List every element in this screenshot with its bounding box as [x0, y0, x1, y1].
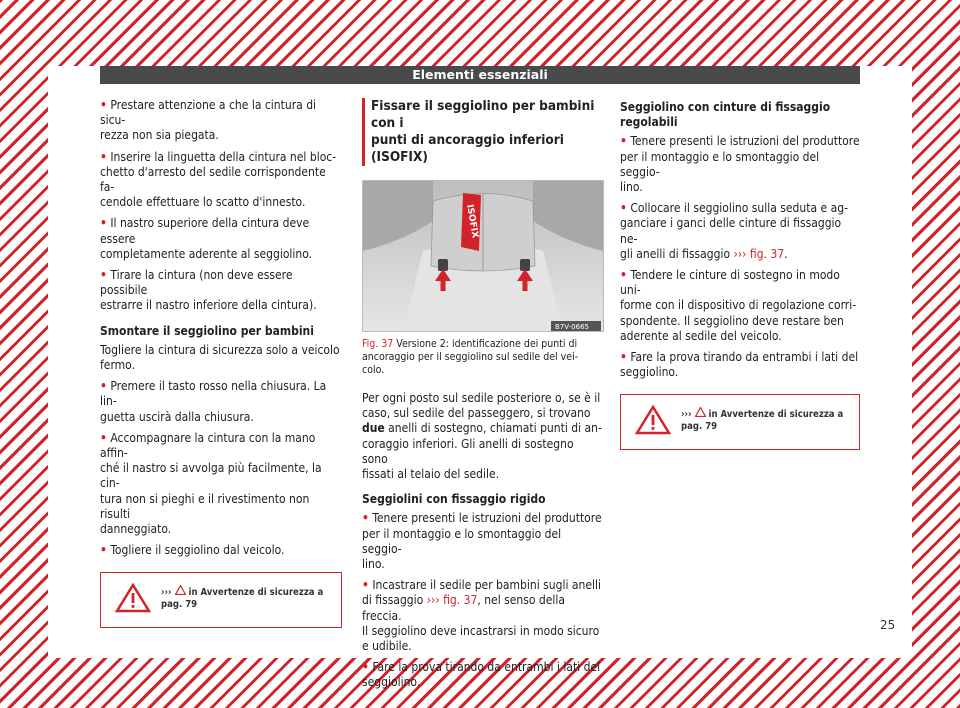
bullet-text: Collocare il seggiolino sulla seduta e ag- ganciare i ganci delle cinture di fissaggio ne- gli anelli di fissaggio	[620, 201, 848, 261]
bullet-text: Tenere presenti le istruzioni del produttore per il montaggio e lo smontaggio del seggio- lino.	[620, 134, 860, 195]
bullet-text: Togliere il seggiolino dal veicolo.	[110, 543, 285, 558]
bullet-dot: •	[620, 350, 627, 365]
warning-line2: pag. 79	[681, 421, 718, 433]
warning-arrows: ›››	[161, 587, 172, 599]
bullet-text: , nel senso della freccia. Il seggiolino deve incastrarsi in modo sicuro e udibile.	[362, 593, 600, 654]
bullet-list-bottom	[100, 379, 342, 558]
intro-paragraph: Togliere la cintura di sicurezza solo a veicolo fermo.	[100, 342, 340, 373]
para-anchors-a: Per ogni posto sul sedile posteriore o, se è il caso, sul sedile del passeggero, si trovano	[362, 391, 601, 421]
caption-text: Versione 2: identificazione dei punti di ancoraggio per il seggiolino sul sedile del vei- colo.	[362, 338, 579, 376]
bullet-text: Premere il tasto rosso nella chiusura. La lin- guetta uscirà dalla chiusura.	[100, 379, 327, 424]
bullet-item	[100, 379, 342, 425]
bullet-text: Accompagnare la cintura con la mano affin- ché il nastro si avvolga più facilmente, la cin- tura non si pieghi e il rivestimento non risulti danneggiato.	[100, 430, 322, 537]
bullet-dot: •	[620, 134, 627, 149]
fig-37-link[interactable]: ››› fig. 37	[426, 593, 478, 608]
figure-code: B7V-0665	[555, 323, 589, 331]
warning-line1: in Avvertenze di sicurezza a	[705, 409, 844, 421]
warning-reference[interactable]	[161, 585, 323, 611]
warning-arrows: ›››	[681, 409, 692, 421]
figure-isofix-photo	[362, 180, 604, 332]
caption-figure-number: Fig. 37	[362, 338, 394, 350]
column-left	[100, 98, 342, 628]
bullet-dot: •	[620, 201, 627, 216]
isofix-tag-label: ISOFIX	[464, 203, 480, 239]
bullet-dot: •	[100, 268, 107, 283]
figure-caption	[362, 338, 602, 377]
bullet-rigid-1	[362, 511, 602, 572]
bullet-text: Tenere presenti le istruzioni del produttore per il montaggio e lo smontaggio del seggio- lino.	[362, 511, 602, 572]
bullet-dot: •	[362, 511, 369, 526]
warning-triangle-icon	[115, 583, 151, 613]
bullet-rigid-2	[362, 578, 602, 654]
column-middle	[362, 98, 602, 697]
bullet-text: Fare la prova tirando da entrambi i lati del seggiolino.	[620, 350, 859, 380]
bullet-text: Tendere le cinture di sostegno in modo uni- forme con il dispositivo di regolazione corri- spondente. Il seggiolino deve restare ben aderente al sedile del veicolo.	[620, 268, 857, 343]
subhead-adjustable: Seggiolino con cinture di fissaggio regolabili	[620, 100, 831, 130]
bullet-adj-4	[620, 350, 860, 380]
warning-reference[interactable]	[681, 407, 843, 433]
page-header: Elementi essenziali	[100, 66, 860, 84]
bullet-item	[100, 98, 342, 144]
bullet-text: Il nastro superiore della cintura deve essere completamente aderente al seggiolino.	[100, 216, 313, 261]
bullet-dot: •	[100, 430, 107, 445]
bullet-adj-3	[620, 268, 860, 344]
bullet-item	[100, 543, 342, 558]
bullet-dot: •	[100, 216, 107, 231]
page-number: 25	[880, 618, 896, 632]
bullet-adj-2	[620, 201, 860, 262]
bullet-dot: •	[100, 98, 107, 112]
para-anchors	[362, 391, 602, 482]
bullet-rigid-3	[362, 660, 602, 690]
para-anchors-b: anelli di sostegno, chiamati punti di an- coraggio inferiori. Gli anelli di sostegno sono fissati al telaio del sedile.	[362, 421, 602, 482]
warning-box	[620, 394, 860, 450]
section-title: Fissare il seggiolino per bambini con i punti di ancoraggio inferiori (ISOFIX)	[362, 98, 602, 166]
bullet-text: Incastrare il sedile per bambini sugli anelli di fissaggio	[362, 578, 602, 608]
bullet-dot: •	[362, 660, 369, 675]
bullet-text: Tirare la cintura (non deve essere possibile estrarre il nastro inferiore della cintura).	[100, 268, 317, 313]
bullet-adj-1	[620, 134, 860, 195]
column-right	[620, 100, 860, 450]
fig-37-link[interactable]: ››› fig. 37	[733, 246, 785, 261]
bullet-item	[100, 268, 342, 314]
bullet-dot: •	[362, 578, 369, 593]
warning-line1: in Avvertenze di sicurezza a	[185, 587, 324, 599]
small-warning-icon	[695, 407, 706, 417]
bullet-text: Prestare attenzione a che la cintura di sicu- rezza non sia piegata.	[100, 98, 317, 143]
bullet-dot: •	[100, 149, 107, 164]
small-warning-icon	[175, 585, 186, 595]
subhead-rigid: Seggiolini con fissaggio rigido	[362, 492, 546, 507]
bullet-text: Inserire la linguetta della cintura nel bloc- chetto d'arresto del sedile corrispondente fa- cendole effettuare lo scatto d'innesto.	[100, 149, 337, 210]
bullet-dot: •	[100, 543, 107, 558]
subhead-remove-seat: Smontare il seggiolino per bambini	[100, 323, 314, 338]
warning-line2: pag. 79	[161, 599, 198, 611]
bullet-list-top	[100, 98, 342, 314]
para-anchors-bold: due	[362, 421, 385, 436]
warning-triangle-icon	[635, 405, 671, 435]
bullet-item	[100, 150, 342, 211]
isofix-seat-illustration	[363, 181, 603, 331]
bullet-dot: •	[100, 379, 107, 394]
bullet-dot: •	[620, 268, 627, 283]
warning-box	[100, 572, 342, 628]
bullet-text: Fare la prova tirando da entrambi i lati del seggiolino.	[362, 660, 601, 690]
bullet-item	[100, 216, 342, 262]
bullet-item	[100, 431, 342, 537]
bullet-text: .	[784, 246, 788, 261]
